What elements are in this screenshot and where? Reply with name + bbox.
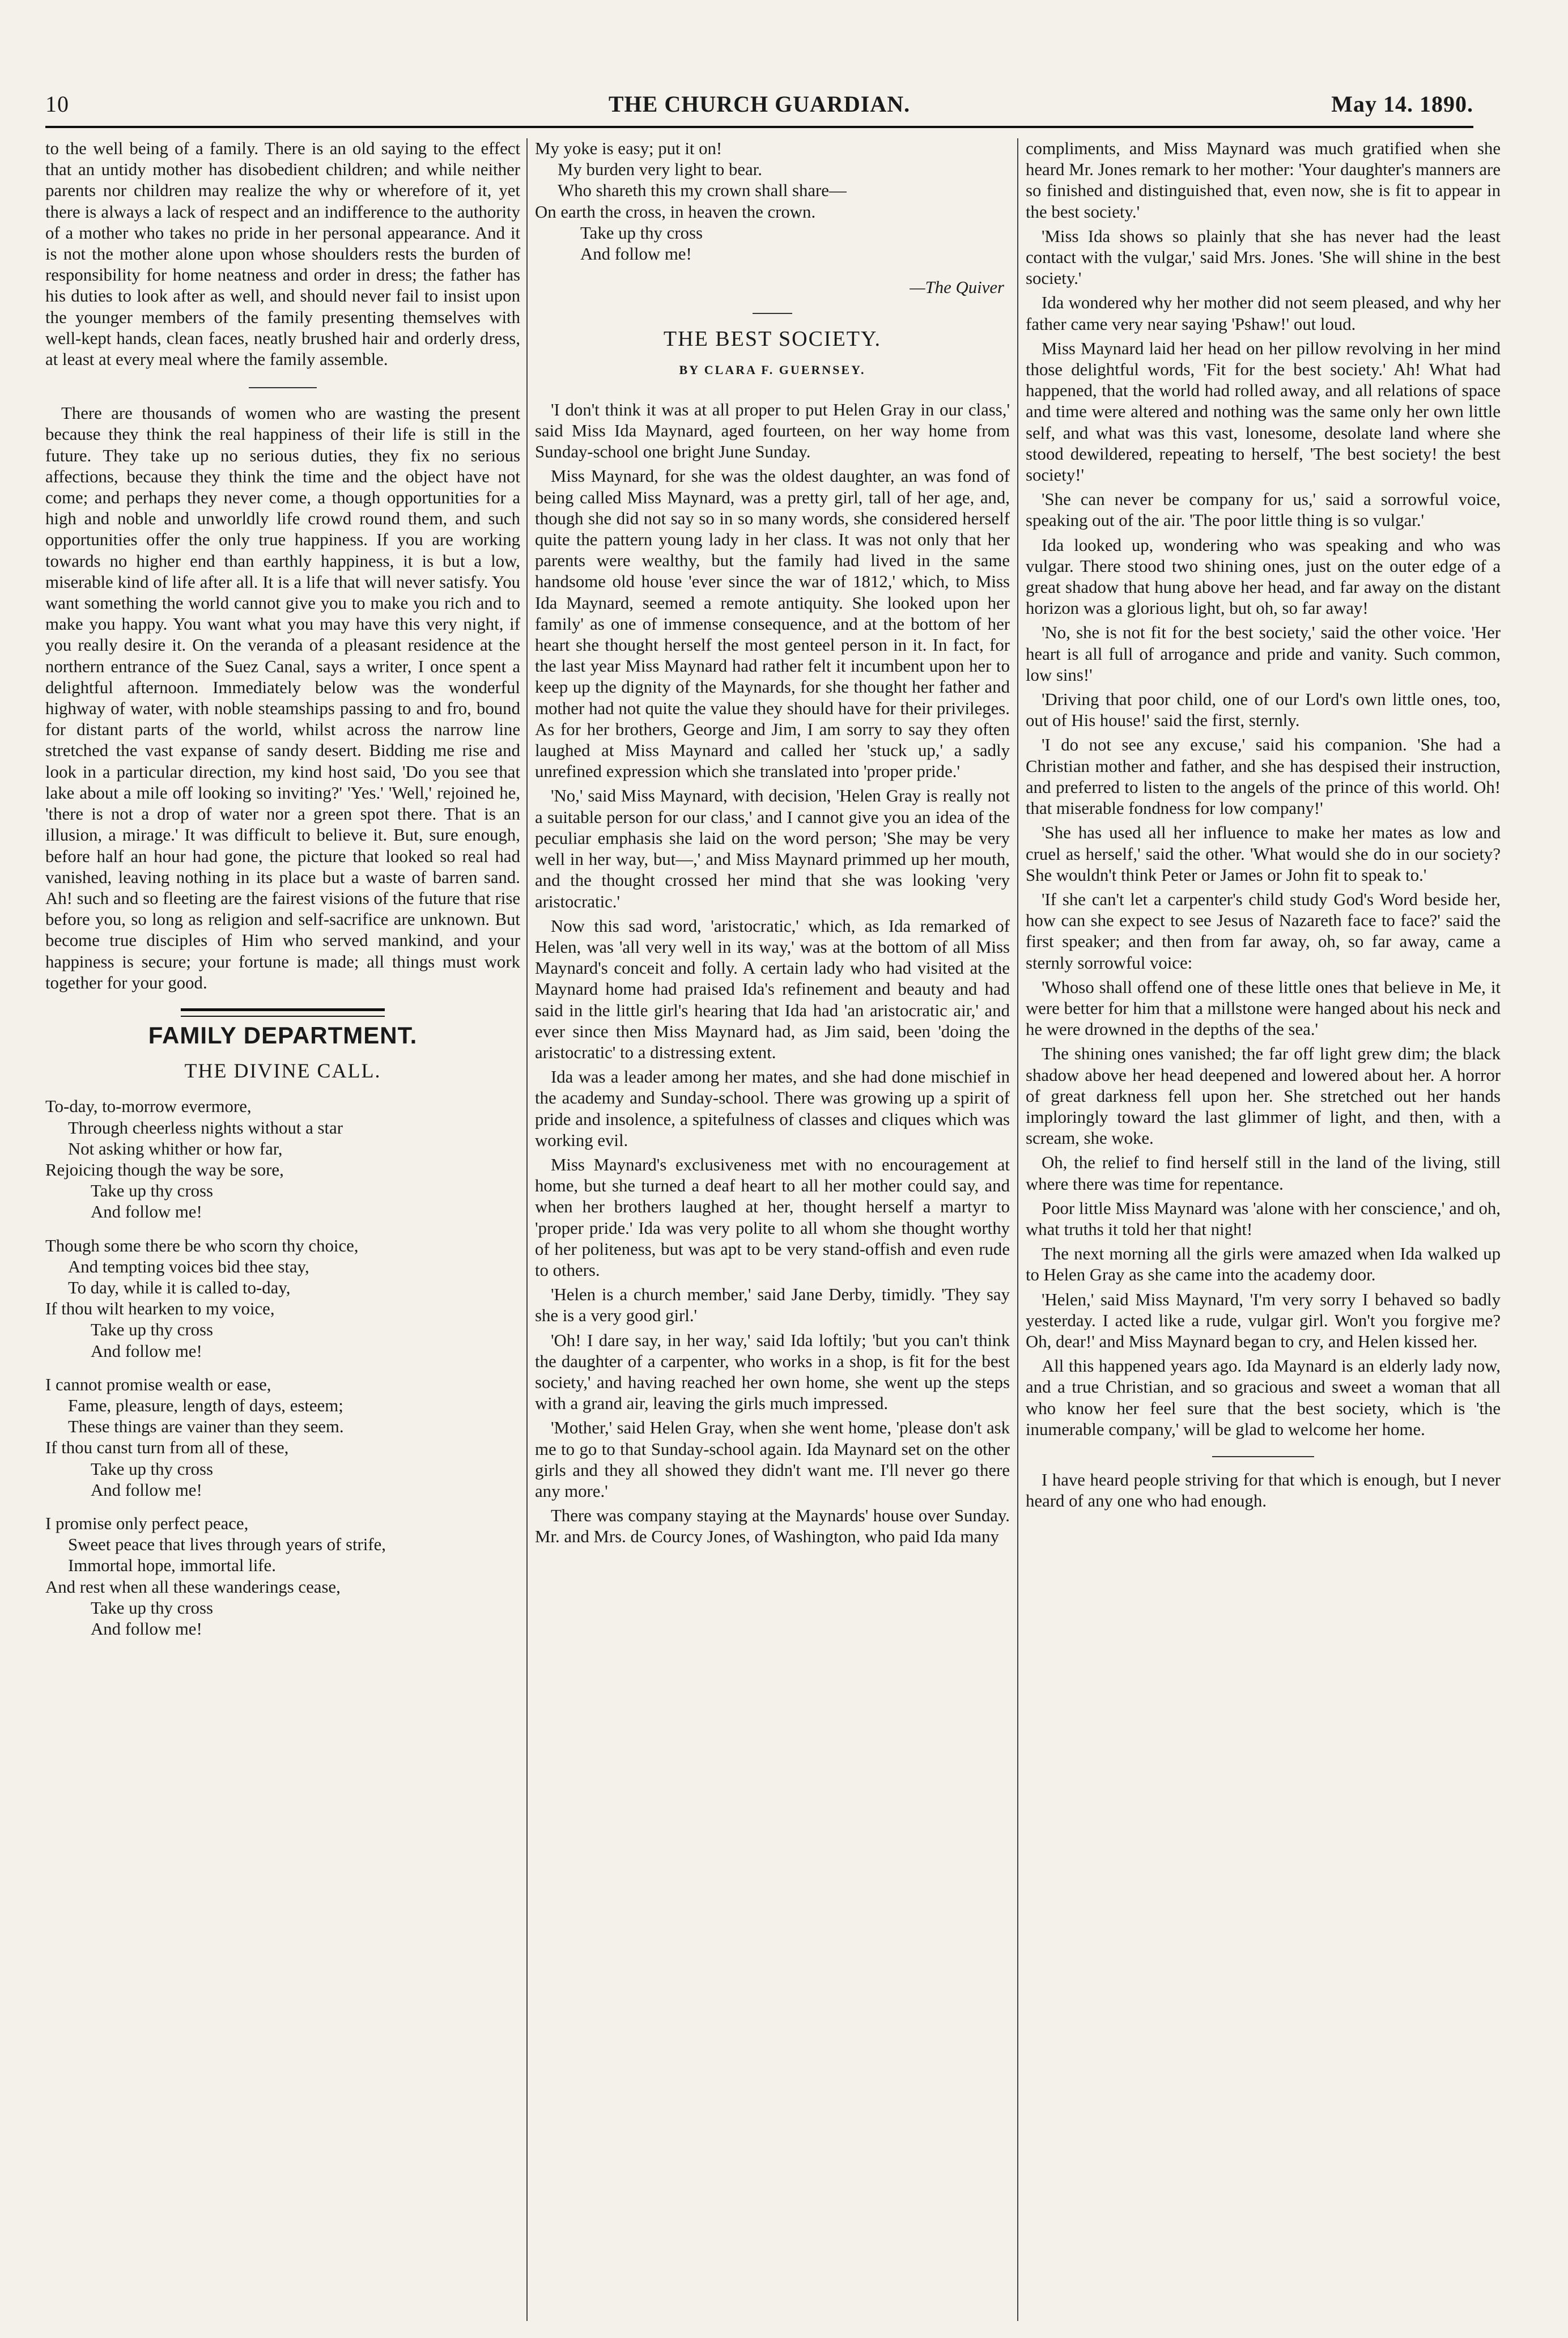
- poem-line: To-day, to-morrow evermore,: [45, 1097, 252, 1117]
- poem-stanza: [535, 138, 1010, 265]
- story-paragraph: compliments, and Miss Maynard was much gratified when she heard Mr. Jones remark to her mother: 'Your daughter's manners are so finished and distinguished that, even now, she is fit to appear in the best society.': [1026, 139, 1501, 222]
- poem-attribution: —The Quiver: [910, 278, 1004, 298]
- header-rule: [45, 126, 1473, 128]
- section-separator: [1212, 1456, 1314, 1457]
- poem-continued: [535, 138, 1010, 265]
- story-paragraph: 'Mother,' said Helen Gray, when she went home, 'please don't ask me to go to that Sunday-school again. Ida Maynard set on the other girls and they all showed they didn't want me. I'll never go there any more.': [535, 1418, 1010, 1501]
- story-paragraph: There was company staying at the Maynards' house over Sunday. Mr. and Mrs. de Courcy Jones, of Washington, who paid Ida many: [535, 1506, 1010, 1547]
- poem-line: Take up thy cross: [580, 223, 703, 243]
- story-byline: BY CLARA F. GUERNSEY.: [679, 362, 866, 377]
- poem-stanza: [45, 1096, 520, 1223]
- story-title: THE BEST SOCIETY.: [663, 327, 882, 351]
- story-paragraph: Miss Maynard laid her head on her pillow revolving in her mind those delightful words, 'Fit for the best society.' Ah! What had happened, that the world had rolled away, and all relations of space and time were altered and nothing was the same only her own little self, and what was this vast, lonesome, desolate land where she stood dewildered, repeating to herself, 'The best society! the best society!': [1026, 338, 1501, 485]
- poem-line: If thou canst turn from all of these,: [45, 1438, 289, 1458]
- page-header: [45, 91, 1473, 130]
- story-paragraph: The next morning all the girls were amazed when Ida walked up to Helen Gray as she came into the academy door.: [1026, 1244, 1501, 1285]
- poem-line: Not asking whither or how far,: [68, 1139, 283, 1159]
- poem-line: Through cheerless nights without a star: [68, 1118, 343, 1138]
- story-paragraph: Poor little Miss Maynard was 'alone with her conscience,' and oh, what truths it told her that night!: [1026, 1198, 1501, 1239]
- story-paragraph: 'I don't think it was at all proper to put Helen Gray in our class,' said Miss Ida Maynard, aged fourteen, on her way home from Sunday-school one bright June Sunday.: [535, 400, 1010, 462]
- story-paragraph: Ida looked up, wondering who was speaking and who was vulgar. There stood two shining ones, just on the outer edge of a great shadow that hung above her head, and far away on the distant horizon was a glorious light, but oh, so far away!: [1026, 535, 1501, 618]
- poem-line: Sweet peace that lives through years of strife,: [68, 1535, 386, 1555]
- poem-title: THE DIVINE CALL.: [184, 1059, 381, 1083]
- poem-line: And rest when all these wanderings cease,: [45, 1577, 341, 1597]
- story-paragraph: 'Whoso shall offend one of these little ones that believe in Me, it were better for him that a millstone were hanged about his neck and he were drowned in the depths of the sea.': [1026, 977, 1501, 1039]
- story-paragraph: 'Helen is a church member,' said Jane Derby, timidly. 'They say she is a very good girl.': [535, 1285, 1010, 1326]
- column-3: [1026, 138, 1501, 2321]
- poem-line: And follow me!: [91, 1341, 202, 1361]
- story-paragraph: 'I do not see any excuse,' said his companion. 'She had a Christian mother and father, and she has despised their instruction, and preferred to listen to the angels of the prince of this world. Oh! that miserable fondness for low company!': [1026, 735, 1501, 818]
- poem-line: To day, while it is called to-day,: [68, 1278, 291, 1297]
- poem-stanza: [45, 1374, 520, 1501]
- story-paragraph: 'Driving that poor child, one of our Lord's own little ones, too, out of His house!' said the first, sternly.: [1026, 690, 1501, 731]
- story-paragraph: Oh, the relief to find herself still in the land of the living, still where there was time for repentance.: [1026, 1153, 1501, 1194]
- closing-paragraph: I have heard people striving for that which is enough, but I never heard of any one who had enough.: [1026, 1470, 1501, 1511]
- section-separator: [753, 313, 792, 314]
- story-paragraph: 'She can never be company for us,' said a sorrowful voice, speaking out of the air. 'The poor little thing is so vulgar.': [1026, 490, 1501, 531]
- poem-line: Who shareth this my crown shall share—: [558, 181, 847, 201]
- story-paragraph: 'She has used all her influence to make her mates as low and cruel as herself,' said the other. 'What would she do in our society? She wouldn't think Peter or James or John fit to speak to.': [1026, 823, 1501, 885]
- column-1: [45, 138, 520, 2321]
- poem-line: On earth the cross, in heaven the crown.: [535, 202, 816, 222]
- story-paragraph: 'No, she is not fit for the best society,' said the other voice. 'Her heart is all full of arrogance and pride and vanity. Such common, low sins!': [1026, 623, 1501, 685]
- poem-line: Rejoicing though the way be sore,: [45, 1160, 284, 1179]
- poem-line: Immortal hope, immortal life.: [68, 1556, 276, 1576]
- poem-line: I cannot promise wealth or ease,: [45, 1374, 271, 1394]
- story-paragraph: Miss Maynard's exclusiveness met with no encouragement at home, but she turned a deaf heart to all her mother could say, and when her brothers laughed at her, thought herself a martyr to 'proper pride.' Ida was very polite to all whom she thought worthy of her politeness, but was apt to be very stand-offish and even rude to others.: [535, 1155, 1010, 1280]
- story-body-continued: [1026, 138, 1501, 1440]
- poem-line: Take up thy cross: [91, 1459, 213, 1479]
- section-heading: FAMILY DEPARTMENT.: [148, 1021, 418, 1049]
- poem-stanza: [45, 1513, 520, 1640]
- poem-line: And follow me!: [580, 244, 692, 264]
- poem-line: These things are vainer than they seem.: [68, 1417, 344, 1437]
- poem: [45, 1096, 520, 1640]
- heading-rule: [181, 1016, 385, 1017]
- heading-rule: [181, 1008, 385, 1011]
- poem-line: And tempting voices bid thee stay,: [68, 1257, 309, 1276]
- story-paragraph: Ida was a leader among her mates, and she had done mischief in the academy and Sunday-school. There was growing up a spirit of pride and insolence, a spitefulness of classes and cliques which was working evil.: [535, 1067, 1010, 1150]
- poem-stanza: [45, 1236, 520, 1362]
- issue-date: May 14. 1890.: [1331, 91, 1473, 117]
- poem-line: Take up thy cross: [91, 1598, 213, 1618]
- poem-line: And follow me!: [91, 1480, 202, 1500]
- poem-line: Take up thy cross: [91, 1181, 213, 1201]
- story-paragraph: 'Miss Ida shows so plainly that she has never had the least contact with the vulgar,' said Mrs. Jones. 'She will shine in the best society.': [1026, 226, 1501, 288]
- story-paragraph: All this happened years ago. Ida Maynard is an elderly lady now, and a true Christian, and so gracious and sweet a woman that all who know her feel sure that the best society, which is 'the inumerable company,' will be glad to welcome her home.: [1026, 1356, 1501, 1439]
- poem-line: I promise only perfect peace,: [45, 1513, 249, 1533]
- story-paragraph: The shining ones vanished; the far off light grew dim; the black shadow above her head deepened and lowered about her. A horror of great darkness fell upon her. She stretched out her hands imploringly toward the last glimmer of light, and then, with a scream, she woke.: [1026, 1044, 1501, 1148]
- story-paragraph: Ida wondered why her mother did not seem pleased, and why her father came very near saying 'Pshaw!' out loud.: [1026, 293, 1501, 334]
- poem-line: And follow me!: [91, 1619, 202, 1639]
- poem-line: If thou wilt hearken to my voice,: [45, 1299, 275, 1319]
- poem-line: Though some there be who scorn thy choice,: [45, 1236, 359, 1255]
- story-paragraph: Miss Maynard, for she was the oldest daughter, an was fond of being called Miss Maynard, was a pretty girl, tall of her age, and, though she did not say so in so many words, she considered herself quite the pattern young lady in her class. It was not only that her parents were wealthy, but the family had lived in the same handsome old house 'ever since the war of 1812,' which, to Miss Ida Maynard, seemed a remote antiquity. She looked upon her family' as one of immense consequence, and at the bottom of her heart she thought herself the most genteel person in it. In fact, for the last year Miss Maynard had rather felt it incumbent upon her to keep up the dignity of the Maynards, for she thought her father and mother had not quite the value they should have for their privileges. As for her brothers, George and Jim, I am sorry to say they often laughed at Miss Maynard and called her 'stuck up,' a sadly unrefined expression which she translated into 'proper pride.': [535, 466, 1010, 782]
- article-paragraph: There are thousands of women who are wasting the present because they think the real happiness of their life is still in the future. They take up no serious duties, they fix no serious affections, because they think the time and the object have not come; and perhaps they never come, a though opportunities for a high and noble and unworldly life crowd round them, and such opportunities offer the only true happiness. If you are working towards no higher end than earthly happiness, it is but a low, miserable kind of life after all. It is a life that will never satisfy. You want something the world cannot give you to make you rich and to make you happy. You want what you may have this very night, if you really desire it. On the veranda of a pleasant residence at the northern entrance of the Suez Canal, says a writer, I once spent a delightful afternoon. Immediately below was the wonderful highway of water, with noble steamships passing to and fro, bound for distant parts of the world, whilst across the narrow line stretched the vast expanse of sandy desert. Bidding me rise and look in a particular direction, my kind host said, 'Do you see that lake about a mile off looking so inviting?' 'Yes.' 'Well,' rejoined he, 'there is not a drop of water nor a green spot there. That is an illusion, a mirage.' It was difficult to believe it. But, sure enough, before half an hour had gone, the picture that looked so real had vanished, leaving nothing in its place but a waste of barren sand. Ah! such and so fleeting are the fairest visions of the future that rise before you, so long as religion and self-sacrifice are unknown. But become true disciples of Him who served mankind, and your happiness is secure; your fortune is made; all things must work together for your good.: [45, 404, 520, 992]
- story-paragraph: 'Helen,' said Miss Maynard, 'I'm very sorry I behaved so badly yesterday. I acted like a rude, vulgar girl. Won't you forgive me? Oh, dear!' and Miss Maynard began to cry, and Helen kissed her.: [1026, 1289, 1501, 1351]
- story-paragraph: 'If she can't let a carpenter's child study God's Word beside her, how can she expect to see Jesus of Nazareth face to face?' said the first speaker; and then from far away, oh, so far away, came a sternly sorrowful voice:: [1026, 889, 1501, 973]
- poem-line: My yoke is easy; put it on!: [535, 139, 723, 158]
- masthead-title: THE CHURCH GUARDIAN.: [608, 91, 911, 117]
- poem-line: And follow me!: [91, 1202, 202, 1222]
- story-paragraph: Now this sad word, 'aristocratic,' which, as Ida remarked of Helen, was 'all very well in its way,' was at the bottom of all Miss Maynard's conceit and folly. A certain lady who had visited at the Maynard home had praised Ida's refinement and beauty and had said in the little girl's hearing that Ida had 'an aristocratic air,' and ever since then Miss Maynard had, as Jim said, been 'doing the aristocratic' to a distressing extent.: [535, 916, 1010, 1062]
- column-2: [535, 138, 1010, 2321]
- column-divider: [526, 138, 528, 2321]
- column-divider: [1017, 138, 1018, 2321]
- section-separator: [249, 387, 317, 388]
- story-paragraph: 'No,' said Miss Maynard, with decision, 'Helen Gray is really not a suitable person for our class,' and I cannot give you an idea of the peculiar emphasis she laid on the word person; 'She may be very well in her way, but—,' and Miss Maynard primmed up her mouth, and the thought crossed her mind that she was looking 'very aristocratic.': [535, 786, 1010, 911]
- poem-line: Fame, pleasure, length of days, esteem;: [68, 1395, 343, 1415]
- story-paragraph: 'Oh! I dare say, in her way,' said Ida loftily; 'but you can't think the daughter of a carpenter, who works in a shop, is fit for the best society,' and having reached her own home, she went up the steps with a grand air, leaving the girls much impressed.: [535, 1330, 1010, 1414]
- page-number: 10: [45, 91, 69, 117]
- story-body: [535, 400, 1010, 1548]
- article-paragraph: to the well being of a family. There is an old saying to the effect that an untidy mother has disobedient children; and while neither parents nor children may realize the why or wherefore of it, yet there is always a lack of respect and an indifference to the authority of a mother who takes no pride in her personal appearance. And it is not the mother alone upon whose shoulders rests the burden of responsibility for home neatness and order in dress; the father has his duties to look after as well, and should never fail to insist upon the younger members of the family presenting themselves with well-kept hands, clean faces, neatly brushed hair and orderly dress, at least at every meal where the family assemble.: [45, 139, 520, 370]
- poem-line: My burden very light to bear.: [558, 160, 762, 180]
- poem-line: Take up thy cross: [91, 1320, 213, 1340]
